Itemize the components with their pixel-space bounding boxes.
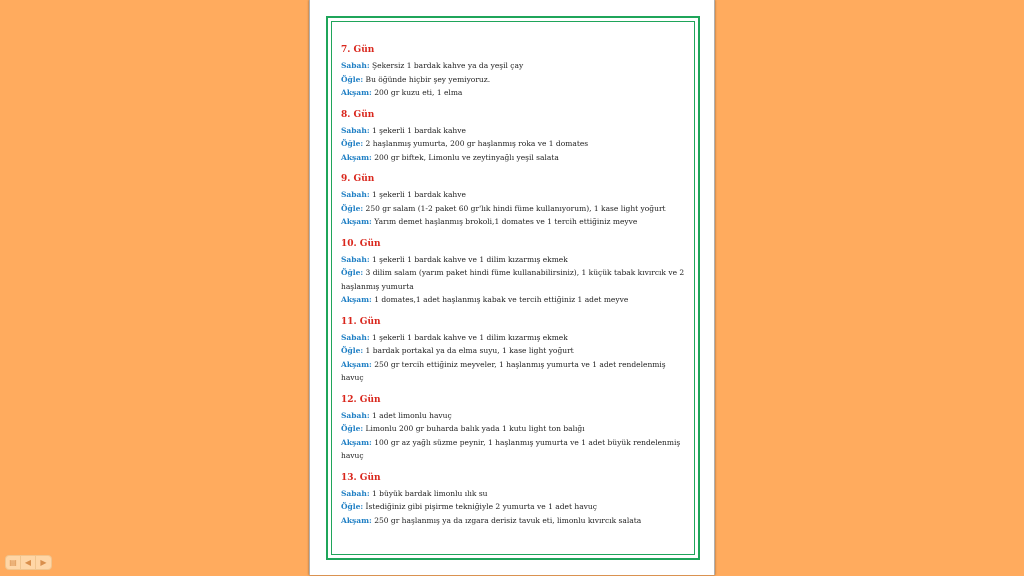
next-slide-icon[interactable]: ▶ xyxy=(40,558,47,567)
meal-line xyxy=(341,500,686,514)
meal-line xyxy=(341,266,686,293)
meal-text: İstediğiniz gibi pişirme tekniğiyle 2 yumurta ve 1 adet havuç xyxy=(363,502,597,511)
meal-text: 100 gr az yağlı süzme peynir, 1 haşlanmış yumurta ve 1 adet büyük rendelenmiş havuç xyxy=(341,437,681,460)
meal-line xyxy=(341,86,686,100)
meal-line xyxy=(341,124,686,138)
meal-line xyxy=(341,215,686,229)
meal-text: 250 gr salam (1-2 paket 60 gr'lık hindi füme kullanıyorum), 1 kase light yoğurt xyxy=(363,203,666,213)
meal-text: 3 dilim salam (yarım paket hindi füme kullanabilirsiniz), 1 küçük tabak kıvırcık ve 2 haşlanmış yumurta xyxy=(341,268,685,291)
meal-text: 1 adet limonlu havuç xyxy=(369,410,452,420)
meal-label: Öğle: xyxy=(341,346,364,355)
meal-label: Akşam: xyxy=(341,88,372,97)
day-section xyxy=(341,173,686,229)
meal-text: 2 haşlanmış yumurta, 200 gr haşlanmış roka ve 1 domates xyxy=(363,139,589,148)
meal-text: 200 gr kuzu eti, 1 elma xyxy=(371,88,463,97)
meal-line xyxy=(341,253,686,267)
meal-text: 1 şekerli 1 bardak kahve ve 1 dilim kızarmış ekmek xyxy=(369,332,568,342)
meal-text: 1 şekerli 1 bardak kahve xyxy=(369,125,466,135)
meal-label: Sabah: xyxy=(341,190,370,199)
meal-line xyxy=(341,514,686,528)
meal-text: 250 gr haşlanmış ya da ızgara derisiz tavuk eti, limonlu kıvırcık salata xyxy=(371,515,642,525)
day-title: 7. Gün xyxy=(341,45,375,55)
meal-label: Öğle: xyxy=(341,74,364,84)
meal-label: Öğle: xyxy=(341,139,364,148)
slide-navigation xyxy=(6,556,51,569)
meal-label: Akşam: xyxy=(341,152,372,162)
meal-label: Akşam: xyxy=(341,295,372,304)
day-title: 12. Gün xyxy=(341,394,381,405)
meal-label: Öğle: xyxy=(341,424,364,433)
meal-line xyxy=(341,358,686,385)
meal-label: Sabah: xyxy=(341,410,370,420)
meal-label: Sabah: xyxy=(341,61,370,70)
day-title: 9. Gün xyxy=(341,174,375,184)
meal-line xyxy=(341,202,686,216)
meal-line xyxy=(341,59,686,73)
meal-line xyxy=(341,487,686,501)
diet-plan-content xyxy=(341,44,686,536)
meal-label: Sabah: xyxy=(341,254,370,264)
meal-text: 1 büyük bardak limonlu ılık su xyxy=(369,488,488,498)
meal-label: Sabah: xyxy=(341,332,370,342)
day-section xyxy=(341,44,686,100)
meal-text: Bu öğünde hiçbir şey yemiyoruz. xyxy=(363,74,491,84)
meal-label: Öğle: xyxy=(341,268,364,277)
meal-text: Yarım demet haşlanmış brokoli,1 domates ve 1 tercih ettiğiniz meyve xyxy=(371,217,638,226)
meal-line xyxy=(341,344,686,358)
meal-text: 200 gr biftek, Limonlu ve zeytinyağlı yeşil salata xyxy=(371,152,559,162)
meal-label: Akşam: xyxy=(341,217,372,226)
day-title: 8. Gün xyxy=(341,109,375,120)
meal-text: Limonlu 200 gr buharda balık yada 1 kutu light ton balığı xyxy=(363,424,585,433)
meal-label: Öğle: xyxy=(341,203,364,213)
day-section xyxy=(341,316,686,385)
slide-menu-icon[interactable]: ▤ xyxy=(6,556,21,569)
meal-text: 1 şekerli 1 bardak kahve xyxy=(369,190,466,199)
day-title: 11. Gün xyxy=(341,316,381,327)
document-page xyxy=(309,0,715,575)
meal-label: Akşam: xyxy=(341,515,372,525)
meal-label: Sabah: xyxy=(341,125,370,135)
meal-text: 1 şekerli 1 bardak kahve ve 1 dilim kızarmış ekmek xyxy=(369,254,568,264)
day-section xyxy=(341,109,686,165)
day-section xyxy=(341,472,686,528)
day-section xyxy=(341,238,686,307)
meal-line xyxy=(341,331,686,345)
meal-line xyxy=(341,422,686,436)
meal-line xyxy=(341,409,686,423)
meal-text: 1 domates,1 adet haşlanmış kabak ve tercih ettiğiniz 1 adet meyve xyxy=(371,295,629,304)
meal-line xyxy=(341,436,686,463)
meal-label: Akşam: xyxy=(341,437,372,447)
meal-label: Akşam: xyxy=(341,359,372,369)
meal-line xyxy=(341,293,686,307)
day-section xyxy=(341,394,686,463)
previous-slide-icon[interactable]: ◀ xyxy=(21,556,36,569)
meal-line xyxy=(341,151,686,165)
meal-text: 1 bardak portakal ya da elma suyu, 1 kase light yoğurt xyxy=(363,346,574,355)
meal-label: Sabah: xyxy=(341,488,370,498)
meal-text: 250 gr tercih ettiğiniz meyveler, 1 haşlanmış yumurta ve 1 adet rendelenmiş havuç xyxy=(341,359,666,382)
meal-text: Şekersiz 1 bardak kahve ya da yeşil çay xyxy=(369,61,524,70)
meal-line xyxy=(341,188,686,202)
meal-line xyxy=(341,137,686,151)
day-title: 10. Gün xyxy=(341,238,381,249)
meal-line xyxy=(341,73,686,87)
meal-label: Öğle: xyxy=(341,502,364,511)
day-title: 13. Gün xyxy=(341,472,381,483)
